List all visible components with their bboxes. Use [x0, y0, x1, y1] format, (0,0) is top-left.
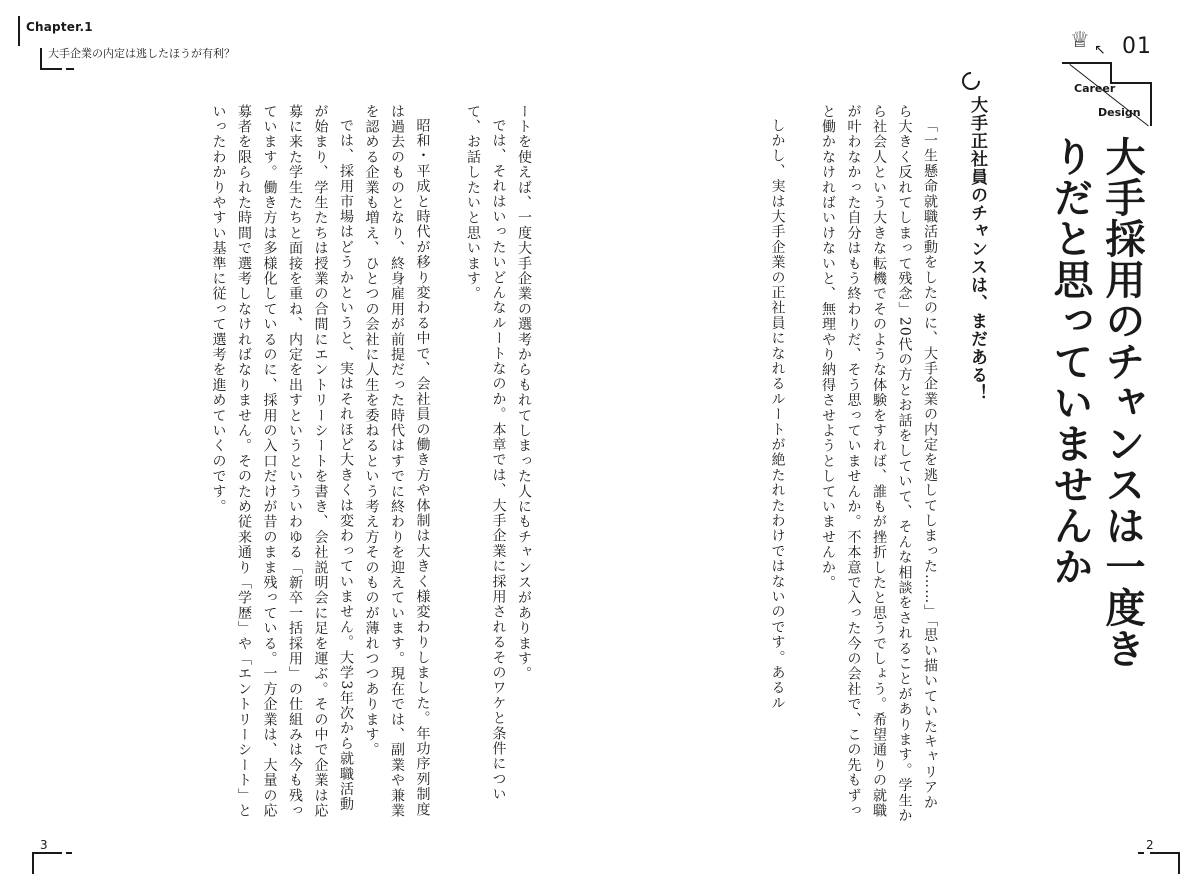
running-header — [18, 8, 318, 78]
paragraph: では、それはいったいどんなルートなのか。本章では、大手企業に採用されるそのワケと条件について、お話したいと思います。 — [465, 104, 507, 802]
career-design-emblem — [1060, 24, 1170, 134]
page-number-left: 3 — [40, 838, 48, 852]
chapter-title: 大手採用のチャンスは一度きりだと思っていませんか — [1047, 136, 1145, 669]
running-title: 大手企業の内定は逃したほうが有利？ — [48, 47, 235, 60]
arrow-up-left-icon: ↖ — [1094, 42, 1106, 58]
stair-step — [1110, 82, 1152, 106]
left-page-body — [56, 104, 536, 824]
paragraph: 昭和・平成と時代が移り変わる中で、会社員の働き方や体制は大きく様変わりしました。年功序列制度は過去のものとなり、終身雇用が前提だった時代はすでに終わりを迎えています。現在では、副業や兼業を認める企業も増え、ひとつの会社に人生を委ねるという考え方そのものが薄れつつあります。 — [363, 104, 431, 819]
page-number-right: 2 — [1146, 838, 1154, 852]
paragraph: しかし、実は大手企業の正社員になれるルートが絶たれたわけではないのです。あるル — [769, 118, 786, 711]
section-number: 01 — [1122, 34, 1152, 59]
page-corner-right — [1150, 852, 1180, 874]
emblem-word-career: Career — [1074, 82, 1116, 95]
page-corner-left — [32, 852, 62, 874]
section-heading: 大手正社員のチャンスは、まだある！ — [967, 96, 987, 402]
paragraph: ートを使えば、一度大手企業の選考からもれてしまった人にもチャンスがあります。 — [516, 104, 532, 682]
emblem-word-design: Design — [1098, 106, 1141, 119]
section-circle-icon — [958, 68, 983, 93]
chapter-label: Chapter.1 — [26, 20, 93, 34]
crown-icon: ♕ — [1070, 28, 1090, 53]
corner-dash — [1138, 852, 1144, 854]
paragraph: 「一生懸命就職活動をしたのに、大手企業の内定を逃してしまった……」「思い描いていたキャリアから大きく反れてしまって残念」20代の方とお話をしていて、そんな相談をされることがあります。学生から社会人という大きな転機でそのような体験をすれば、誰もが挫折したと思うでしょう。希望通りの就職が叶わなかった自分はもう終わりだ、そう思っていませんか。不本意で入った今の会社で、この先もずっと働かなければいけないと、無理やり納得させようとしていませんか。 — [820, 104, 938, 824]
header-dash — [66, 68, 74, 70]
paragraph: では、採用市場はどうかというと、実はそれほど大きくは変わっていません。大学3年次から就職活動が始まり、学生たちは授業の合間にエントリーシートを書き、会社説明会に足を運ぶ。その中で企業は応募に来た学生たちと面接を重ね、内定を出すというといういわゆる「新卒一括採用」の仕組みは今も残っています。働き方は多様化しているのに、採用の入口だけが昔のまま残っている。一方企業は、大量の応募者を限られた時間で選考しなければなりません。そのため従来通り「学歴」や「エントリーシート」といったわかりやすい基準に従って選考を進めていくのです。 — [210, 104, 354, 819]
stair-step — [1148, 104, 1152, 126]
right-page-body — [742, 104, 942, 824]
corner-dash — [66, 852, 72, 854]
